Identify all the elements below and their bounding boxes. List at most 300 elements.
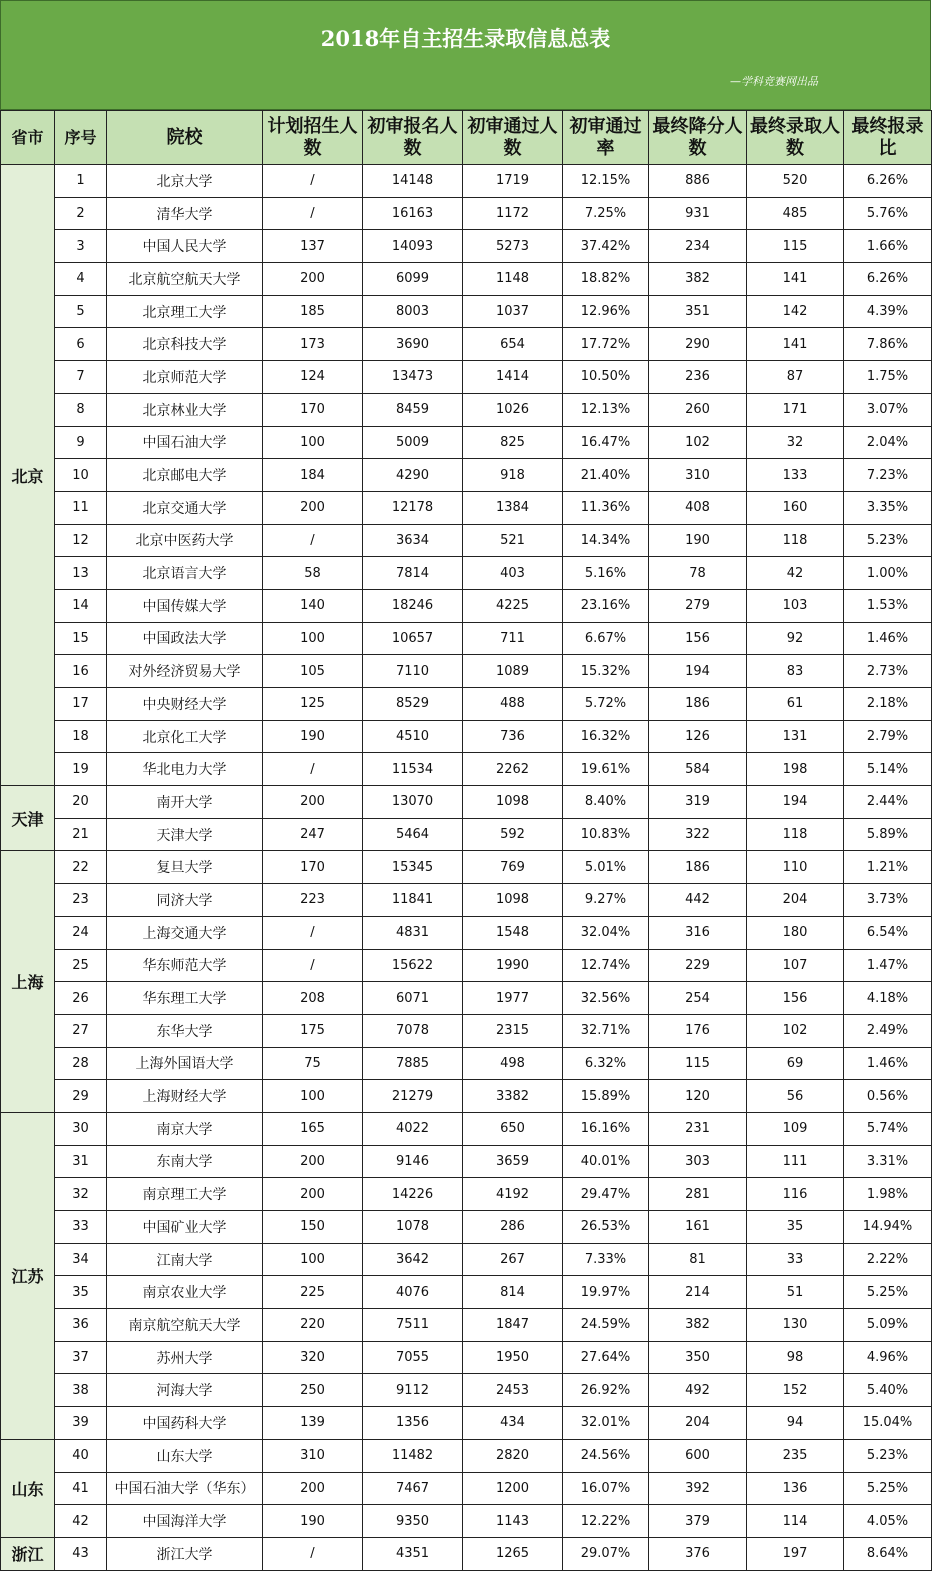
ratio-cell: 0.56%: [844, 1080, 932, 1113]
plan-cell: 223: [263, 884, 363, 917]
applicants-cell: 1356: [363, 1407, 463, 1440]
school-cell: 中国传媒大学: [107, 589, 263, 622]
province-cell: 北京: [1, 165, 55, 786]
index-cell: 34: [55, 1243, 107, 1276]
applicants-cell: 1078: [363, 1211, 463, 1244]
plan-cell: 200: [263, 263, 363, 296]
plan-cell: 190: [263, 720, 363, 753]
school-cell: 北京航空航天大学: [107, 263, 263, 296]
pass-rate-cell: 37.42%: [563, 230, 649, 263]
plan-cell: 100: [263, 1080, 363, 1113]
plan-cell: /: [263, 753, 363, 786]
applicants-cell: 12178: [363, 491, 463, 524]
school-cell: 复旦大学: [107, 851, 263, 884]
pass-rate-cell: 15.32%: [563, 655, 649, 688]
bonus-cell: 260: [649, 393, 747, 426]
plan-cell: 225: [263, 1276, 363, 1309]
plan-cell: 105: [263, 655, 363, 688]
table-row: [1, 1472, 932, 1505]
admitted-cell: 51: [747, 1276, 844, 1309]
bonus-cell: 279: [649, 589, 747, 622]
index-cell: 5: [55, 295, 107, 328]
ratio-cell: 1.98%: [844, 1178, 932, 1211]
applicants-cell: 11534: [363, 753, 463, 786]
passed-cell: 1548: [463, 916, 563, 949]
plan-cell: 200: [263, 491, 363, 524]
plan-cell: /: [263, 197, 363, 230]
bonus-cell: 442: [649, 884, 747, 917]
ratio-cell: 1.47%: [844, 949, 932, 982]
school-cell: 北京邮电大学: [107, 459, 263, 492]
plan-cell: 250: [263, 1374, 363, 1407]
plan-cell: 200: [263, 1472, 363, 1505]
ratio-cell: 5.89%: [844, 818, 932, 851]
school-cell: 南开大学: [107, 786, 263, 819]
ratio-cell: 5.76%: [844, 197, 932, 230]
school-cell: 河海大学: [107, 1374, 263, 1407]
table-row: [1, 1374, 932, 1407]
ratio-cell: 4.39%: [844, 295, 932, 328]
admitted-cell: 115: [747, 230, 844, 263]
school-cell: 中央财经大学: [107, 688, 263, 721]
admitted-cell: 109: [747, 1112, 844, 1145]
applicants-cell: 4510: [363, 720, 463, 753]
table-row: [1, 557, 932, 590]
pass-rate-cell: 12.22%: [563, 1505, 649, 1538]
index-cell: 1: [55, 165, 107, 198]
admitted-cell: 61: [747, 688, 844, 721]
admitted-cell: 114: [747, 1505, 844, 1538]
bonus-cell: 319: [649, 786, 747, 819]
passed-cell: 1719: [463, 165, 563, 198]
admitted-cell: 102: [747, 1014, 844, 1047]
index-cell: 32: [55, 1178, 107, 1211]
passed-cell: 1950: [463, 1341, 563, 1374]
bonus-cell: 186: [649, 851, 747, 884]
school-cell: 中国药科大学: [107, 1407, 263, 1440]
school-cell: 上海外国语大学: [107, 1047, 263, 1080]
passed-cell: 498: [463, 1047, 563, 1080]
plan-cell: 208: [263, 982, 363, 1015]
pass-rate-cell: 32.01%: [563, 1407, 649, 1440]
applicants-cell: 8529: [363, 688, 463, 721]
table-row: [1, 459, 932, 492]
passed-cell: 3659: [463, 1145, 563, 1178]
plan-cell: 58: [263, 557, 363, 590]
index-cell: 19: [55, 753, 107, 786]
admitted-cell: 35: [747, 1211, 844, 1244]
admitted-cell: 136: [747, 1472, 844, 1505]
index-cell: 27: [55, 1014, 107, 1047]
bonus-cell: 392: [649, 1472, 747, 1505]
bonus-cell: 931: [649, 197, 747, 230]
admission-table: [0, 110, 932, 1571]
school-cell: 中国石油大学（华东）: [107, 1472, 263, 1505]
header-pass-rate: 初审通过率: [563, 111, 649, 165]
applicants-cell: 21279: [363, 1080, 463, 1113]
bonus-cell: 351: [649, 295, 747, 328]
ratio-cell: 2.22%: [844, 1243, 932, 1276]
province-cell: 上海: [1, 851, 55, 1113]
applicants-cell: 4290: [363, 459, 463, 492]
table-row: [1, 655, 932, 688]
bonus-cell: 316: [649, 916, 747, 949]
passed-cell: 1265: [463, 1537, 563, 1570]
pass-rate-cell: 24.59%: [563, 1309, 649, 1342]
index-cell: 15: [55, 622, 107, 655]
plan-cell: 220: [263, 1309, 363, 1342]
passed-cell: 488: [463, 688, 563, 721]
plan-cell: 190: [263, 1505, 363, 1538]
table-row: [1, 851, 932, 884]
admitted-cell: 116: [747, 1178, 844, 1211]
school-cell: 北京语言大学: [107, 557, 263, 590]
index-cell: 29: [55, 1080, 107, 1113]
applicants-cell: 7814: [363, 557, 463, 590]
ratio-cell: 1.46%: [844, 622, 932, 655]
index-cell: 30: [55, 1112, 107, 1145]
table-row: [1, 786, 932, 819]
passed-cell: 2315: [463, 1014, 563, 1047]
table-row: [1, 230, 932, 263]
passed-cell: 650: [463, 1112, 563, 1145]
plan-cell: 100: [263, 1243, 363, 1276]
passed-cell: 1990: [463, 949, 563, 982]
passed-cell: 1026: [463, 393, 563, 426]
ratio-cell: 2.49%: [844, 1014, 932, 1047]
ratio-cell: 5.25%: [844, 1276, 932, 1309]
pass-rate-cell: 12.96%: [563, 295, 649, 328]
passed-cell: 736: [463, 720, 563, 753]
school-cell: 中国石油大学: [107, 426, 263, 459]
applicants-cell: 16163: [363, 197, 463, 230]
school-cell: 中国人民大学: [107, 230, 263, 263]
ratio-cell: 3.35%: [844, 491, 932, 524]
bonus-cell: 310: [649, 459, 747, 492]
pass-rate-cell: 7.33%: [563, 1243, 649, 1276]
ratio-cell: 5.23%: [844, 1439, 932, 1472]
admitted-cell: 33: [747, 1243, 844, 1276]
passed-cell: 2262: [463, 753, 563, 786]
school-cell: 清华大学: [107, 197, 263, 230]
table-row: [1, 1309, 932, 1342]
bonus-cell: 126: [649, 720, 747, 753]
plan-cell: 124: [263, 361, 363, 394]
header-row: [1, 111, 932, 165]
index-cell: 2: [55, 197, 107, 230]
table-row: [1, 720, 932, 753]
pass-rate-cell: 19.97%: [563, 1276, 649, 1309]
admitted-cell: 92: [747, 622, 844, 655]
table-row: [1, 1439, 932, 1472]
header-ratio: 最终报录比: [844, 111, 932, 165]
plan-cell: /: [263, 949, 363, 982]
table-row: [1, 949, 932, 982]
bonus-cell: 102: [649, 426, 747, 459]
pass-rate-cell: 5.72%: [563, 688, 649, 721]
passed-cell: 814: [463, 1276, 563, 1309]
school-cell: 北京大学: [107, 165, 263, 198]
table-row: [1, 589, 932, 622]
admitted-cell: 133: [747, 459, 844, 492]
plan-cell: 185: [263, 295, 363, 328]
plan-cell: 310: [263, 1439, 363, 1472]
ratio-cell: 1.66%: [844, 230, 932, 263]
table-row: [1, 491, 932, 524]
pass-rate-cell: 32.04%: [563, 916, 649, 949]
pass-rate-cell: 23.16%: [563, 589, 649, 622]
bonus-cell: 254: [649, 982, 747, 1015]
ratio-cell: 6.54%: [844, 916, 932, 949]
pass-rate-cell: 6.32%: [563, 1047, 649, 1080]
plan-cell: 170: [263, 393, 363, 426]
pass-rate-cell: 10.50%: [563, 361, 649, 394]
ratio-cell: 15.04%: [844, 1407, 932, 1440]
plan-cell: 247: [263, 818, 363, 851]
table-row: [1, 884, 932, 917]
school-cell: 东华大学: [107, 1014, 263, 1047]
pass-rate-cell: 27.64%: [563, 1341, 649, 1374]
applicants-cell: 8459: [363, 393, 463, 426]
bonus-cell: 584: [649, 753, 747, 786]
plan-cell: /: [263, 165, 363, 198]
index-cell: 22: [55, 851, 107, 884]
passed-cell: 1172: [463, 197, 563, 230]
plan-cell: 165: [263, 1112, 363, 1145]
index-cell: 13: [55, 557, 107, 590]
plan-cell: 125: [263, 688, 363, 721]
province-cell: 江苏: [1, 1112, 55, 1439]
bonus-cell: 115: [649, 1047, 747, 1080]
bonus-cell: 204: [649, 1407, 747, 1440]
table-title: 2018年自主招生录取信息总表: [320, 26, 611, 51]
admitted-cell: 130: [747, 1309, 844, 1342]
index-cell: 43: [55, 1537, 107, 1570]
applicants-cell: 11841: [363, 884, 463, 917]
table-row: [1, 328, 932, 361]
index-cell: 9: [55, 426, 107, 459]
admitted-cell: 156: [747, 982, 844, 1015]
index-cell: 37: [55, 1341, 107, 1374]
applicants-cell: 15345: [363, 851, 463, 884]
passed-cell: 267: [463, 1243, 563, 1276]
school-cell: 山东大学: [107, 1439, 263, 1472]
applicants-cell: 6071: [363, 982, 463, 1015]
passed-cell: 4192: [463, 1178, 563, 1211]
school-cell: 苏州大学: [107, 1341, 263, 1374]
admitted-cell: 94: [747, 1407, 844, 1440]
passed-cell: 4225: [463, 589, 563, 622]
plan-cell: 137: [263, 230, 363, 263]
applicants-cell: 11482: [363, 1439, 463, 1472]
bonus-cell: 322: [649, 818, 747, 851]
admitted-cell: 42: [747, 557, 844, 590]
plan-cell: 100: [263, 622, 363, 655]
passed-cell: 769: [463, 851, 563, 884]
index-cell: 14: [55, 589, 107, 622]
ratio-cell: 6.26%: [844, 165, 932, 198]
applicants-cell: 7885: [363, 1047, 463, 1080]
bonus-cell: 78: [649, 557, 747, 590]
bonus-cell: 350: [649, 1341, 747, 1374]
admitted-cell: 131: [747, 720, 844, 753]
school-cell: 南京农业大学: [107, 1276, 263, 1309]
applicants-cell: 3634: [363, 524, 463, 557]
index-cell: 12: [55, 524, 107, 557]
applicants-cell: 7110: [363, 655, 463, 688]
plan-cell: 175: [263, 1014, 363, 1047]
table-row: [1, 1211, 932, 1244]
ratio-cell: 5.23%: [844, 524, 932, 557]
bonus-cell: 234: [649, 230, 747, 263]
applicants-cell: 6099: [363, 263, 463, 296]
plan-cell: 320: [263, 1341, 363, 1374]
pass-rate-cell: 19.61%: [563, 753, 649, 786]
plan-cell: 139: [263, 1407, 363, 1440]
passed-cell: 1098: [463, 884, 563, 917]
ratio-cell: 1.46%: [844, 1047, 932, 1080]
admitted-cell: 32: [747, 426, 844, 459]
index-cell: 38: [55, 1374, 107, 1407]
applicants-cell: 9350: [363, 1505, 463, 1538]
ratio-cell: 3.07%: [844, 393, 932, 426]
table-row: [1, 295, 932, 328]
admitted-cell: 141: [747, 263, 844, 296]
index-cell: 18: [55, 720, 107, 753]
bonus-cell: 231: [649, 1112, 747, 1145]
passed-cell: 1098: [463, 786, 563, 819]
table-row: [1, 1341, 932, 1374]
passed-cell: 1414: [463, 361, 563, 394]
passed-cell: 825: [463, 426, 563, 459]
pass-rate-cell: 18.82%: [563, 263, 649, 296]
passed-cell: 1977: [463, 982, 563, 1015]
school-cell: 南京航空航天大学: [107, 1309, 263, 1342]
index-cell: 31: [55, 1145, 107, 1178]
bonus-cell: 161: [649, 1211, 747, 1244]
table-row: [1, 1505, 932, 1538]
pass-rate-cell: 15.89%: [563, 1080, 649, 1113]
admitted-cell: 204: [747, 884, 844, 917]
bonus-cell: 120: [649, 1080, 747, 1113]
plan-cell: /: [263, 524, 363, 557]
pass-rate-cell: 7.25%: [563, 197, 649, 230]
admitted-cell: 98: [747, 1341, 844, 1374]
bonus-cell: 382: [649, 263, 747, 296]
school-cell: 浙江大学: [107, 1537, 263, 1570]
bonus-cell: 186: [649, 688, 747, 721]
province-cell: 天津: [1, 786, 55, 851]
admitted-cell: 141: [747, 328, 844, 361]
passed-cell: 1089: [463, 655, 563, 688]
admitted-cell: 180: [747, 916, 844, 949]
table-row: [1, 688, 932, 721]
index-cell: 17: [55, 688, 107, 721]
table-row: [1, 982, 932, 1015]
plan-cell: 200: [263, 1145, 363, 1178]
ratio-cell: 2.79%: [844, 720, 932, 753]
applicants-cell: 8003: [363, 295, 463, 328]
admitted-cell: 198: [747, 753, 844, 786]
admitted-cell: 171: [747, 393, 844, 426]
ratio-cell: 8.64%: [844, 1537, 932, 1570]
pass-rate-cell: 12.13%: [563, 393, 649, 426]
index-cell: 21: [55, 818, 107, 851]
index-cell: 39: [55, 1407, 107, 1440]
plan-cell: 200: [263, 786, 363, 819]
ratio-cell: 2.18%: [844, 688, 932, 721]
bonus-cell: 290: [649, 328, 747, 361]
applicants-cell: 14226: [363, 1178, 463, 1211]
applicants-cell: 9146: [363, 1145, 463, 1178]
index-cell: 26: [55, 982, 107, 1015]
bonus-cell: 492: [649, 1374, 747, 1407]
header-school: 院校: [107, 111, 263, 165]
applicants-cell: 3690: [363, 328, 463, 361]
pass-rate-cell: 6.67%: [563, 622, 649, 655]
ratio-cell: 1.21%: [844, 851, 932, 884]
pass-rate-cell: 11.36%: [563, 491, 649, 524]
header-plan: 计划招生人数: [263, 111, 363, 165]
ratio-cell: 6.26%: [844, 263, 932, 296]
bonus-cell: 214: [649, 1276, 747, 1309]
applicants-cell: 4351: [363, 1537, 463, 1570]
school-cell: 东南大学: [107, 1145, 263, 1178]
table-row: [1, 1145, 932, 1178]
admitted-cell: 87: [747, 361, 844, 394]
plan-cell: 170: [263, 851, 363, 884]
bonus-cell: 190: [649, 524, 747, 557]
index-cell: 20: [55, 786, 107, 819]
admitted-cell: 194: [747, 786, 844, 819]
bonus-cell: 156: [649, 622, 747, 655]
bonus-cell: 303: [649, 1145, 747, 1178]
province-cell: 浙江: [1, 1537, 55, 1570]
school-cell: 华东师范大学: [107, 949, 263, 982]
pass-rate-cell: 10.83%: [563, 818, 649, 851]
pass-rate-cell: 32.56%: [563, 982, 649, 1015]
ratio-cell: 2.04%: [844, 426, 932, 459]
ratio-cell: 5.25%: [844, 1472, 932, 1505]
index-cell: 6: [55, 328, 107, 361]
passed-cell: 286: [463, 1211, 563, 1244]
passed-cell: 592: [463, 818, 563, 851]
table-row: [1, 524, 932, 557]
table-row: [1, 1178, 932, 1211]
pass-rate-cell: 8.40%: [563, 786, 649, 819]
province-cell: 山东: [1, 1439, 55, 1537]
index-cell: 41: [55, 1472, 107, 1505]
applicants-cell: 15622: [363, 949, 463, 982]
index-cell: 10: [55, 459, 107, 492]
ratio-cell: 5.14%: [844, 753, 932, 786]
credit-text: —学科竞赛网出品: [730, 75, 818, 88]
bonus-cell: 194: [649, 655, 747, 688]
admitted-cell: 83: [747, 655, 844, 688]
school-cell: 北京师范大学: [107, 361, 263, 394]
passed-cell: 521: [463, 524, 563, 557]
school-cell: 中国矿业大学: [107, 1211, 263, 1244]
applicants-cell: 3642: [363, 1243, 463, 1276]
school-cell: 北京交通大学: [107, 491, 263, 524]
header-passed: 初审通过人数: [463, 111, 563, 165]
school-cell: 中国海洋大学: [107, 1505, 263, 1538]
table-row: [1, 197, 932, 230]
header-province: 省市: [1, 111, 55, 165]
admitted-cell: 107: [747, 949, 844, 982]
ratio-cell: 4.18%: [844, 982, 932, 1015]
ratio-cell: 2.44%: [844, 786, 932, 819]
